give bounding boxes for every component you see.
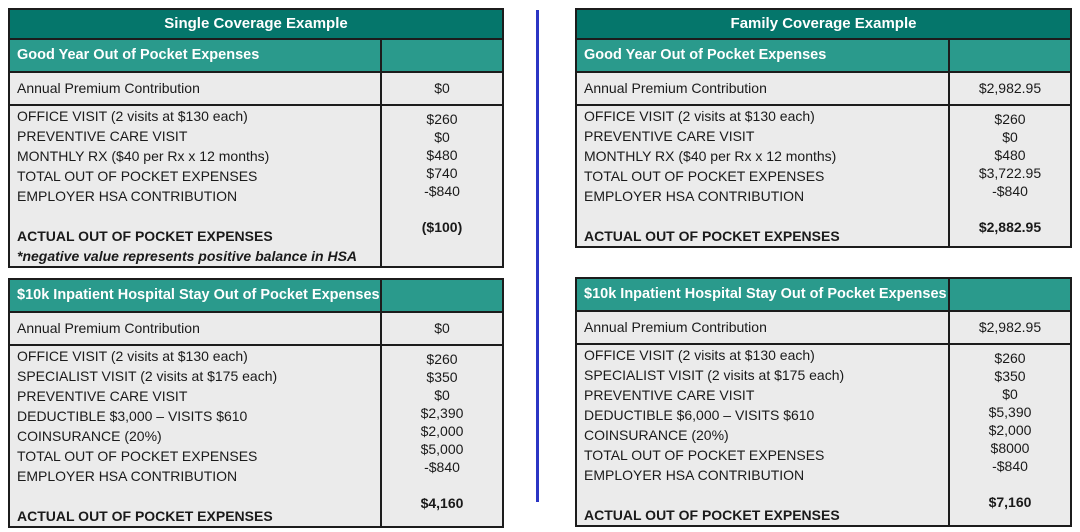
hsa-footnote: *negative value represents positive balance in HSA: [17, 248, 358, 264]
expense-value: $0: [434, 387, 450, 403]
expense-label: EMPLOYER HSA CONTRIBUTION: [584, 188, 805, 204]
actual-expenses-label: ACTUAL OUT OF POCKET EXPENSES: [584, 228, 840, 244]
expense-label: MONTHLY RX ($40 per Rx x 12 months): [17, 148, 270, 164]
expense-detail-block: [577, 345, 1070, 525]
expense-value: $5,390: [988, 404, 1032, 420]
annual-premium-row: [10, 313, 502, 346]
expense-value: $0: [1002, 129, 1018, 145]
expense-value: $350: [426, 369, 458, 385]
expense-value: $0: [434, 129, 450, 145]
hospital-section-header-row: [577, 279, 1070, 312]
expense-label: EMPLOYER HSA CONTRIBUTION: [17, 468, 238, 484]
expense-value: -$840: [992, 458, 1028, 474]
spacer-line: [950, 475, 1070, 493]
section-header-label: Good Year Out of Pocket Expenses: [10, 40, 382, 71]
vertical-divider-line: [536, 10, 539, 502]
expense-label: PREVENTIVE CARE VISIT: [17, 388, 188, 404]
actual-expenses-value: $4,160: [420, 495, 464, 511]
expense-label: SPECIALIST VISIT (2 visits at $175 each): [17, 368, 278, 384]
section-header-value-cell: [950, 40, 1070, 71]
expense-detail-block: [577, 106, 1070, 246]
spacer-line: [950, 200, 1070, 218]
single-coverage-good-year-table: [8, 8, 504, 268]
actual-expenses-label: ACTUAL OUT OF POCKET EXPENSES: [17, 508, 273, 524]
good-year-section-header-row: [577, 40, 1070, 73]
section-header-label: $10k Inpatient Hospital Stay Out of Pocket Expenses: [577, 279, 950, 310]
expense-label-list: [17, 106, 380, 206]
spacer-line: [17, 206, 380, 226]
section-header-label: $10k Inpatient Hospital Stay Out of Pocket Expenses: [10, 280, 382, 311]
single-coverage-table-title: Single Coverage Example: [10, 10, 502, 40]
expense-label: COINSURANCE (20%): [584, 427, 729, 443]
expense-value: $0: [1002, 386, 1018, 402]
expense-value: $260: [994, 350, 1026, 366]
expense-label: TOTAL OUT OF POCKET EXPENSES: [584, 168, 825, 184]
expense-value: $260: [426, 351, 458, 367]
expense-labels-column: [577, 106, 950, 246]
expense-values-column: [382, 346, 502, 526]
spacer-line: [584, 485, 948, 505]
premium-value: $0: [434, 80, 450, 96]
expense-label: TOTAL OUT OF POCKET EXPENSES: [17, 448, 258, 464]
expense-value: -$840: [424, 459, 460, 475]
expense-value: -$840: [992, 183, 1028, 199]
expense-value-list: [950, 349, 1070, 475]
premium-value: $0: [434, 320, 450, 336]
family-coverage-good-year-table: [575, 8, 1072, 248]
family-coverage-table-title: Family Coverage Example: [577, 10, 1070, 40]
spacer-line: [382, 200, 502, 218]
premium-label: Annual Premium Contribution: [10, 313, 382, 344]
actual-expenses-value: $2,882.95: [978, 219, 1042, 235]
expense-label: EMPLOYER HSA CONTRIBUTION: [584, 467, 805, 483]
expense-label: PREVENTIVE CARE VISIT: [17, 128, 188, 144]
spacer-line: [584, 206, 948, 226]
expense-value: $260: [994, 111, 1026, 127]
expense-label: EMPLOYER HSA CONTRIBUTION: [17, 188, 238, 204]
expense-label-list: [584, 106, 948, 206]
expense-value: $350: [994, 368, 1026, 384]
hospital-section-header-row: [10, 280, 502, 313]
expense-label-list: [17, 346, 380, 486]
expense-detail-block: [10, 346, 502, 526]
expense-label: SPECIALIST VISIT (2 visits at $175 each): [584, 367, 845, 383]
expense-values-column: [950, 106, 1070, 246]
expense-detail-block: [10, 106, 502, 266]
expense-values-column: [950, 345, 1070, 525]
premium-value: $2,982.95: [978, 80, 1042, 96]
expense-value-list: [382, 350, 502, 476]
expense-value: $260: [426, 111, 458, 127]
expense-label: DEDUCTIBLE $3,000 – VISITS $610: [17, 408, 248, 424]
annual-premium-row: [10, 73, 502, 106]
section-header-value-cell: [382, 280, 502, 311]
expense-label: TOTAL OUT OF POCKET EXPENSES: [17, 168, 258, 184]
expense-value: -$840: [424, 183, 460, 199]
actual-expenses-label: ACTUAL OUT OF POCKET EXPENSES: [17, 228, 273, 244]
premium-value: $2,982.95: [978, 319, 1042, 335]
expense-value-list: [382, 110, 502, 200]
expense-labels-column: [10, 106, 382, 266]
expense-value: $740: [426, 165, 458, 181]
actual-expenses-value: $7,160: [988, 494, 1032, 510]
expense-value: $5,000: [420, 441, 464, 457]
actual-expenses-label: ACTUAL OUT OF POCKET EXPENSES: [584, 507, 840, 523]
section-header-value-cell: [950, 279, 1070, 310]
expense-value: $2,390: [420, 405, 464, 421]
family-coverage-hospital-stay-table: [575, 277, 1072, 527]
expense-label: OFFICE VISIT (2 visits at $130 each): [17, 348, 248, 364]
single-coverage-hospital-stay-table: [8, 278, 504, 528]
expense-label-list: [584, 345, 948, 485]
spacer-line: [382, 476, 502, 494]
section-header-value-cell: [382, 40, 502, 71]
expense-label: PREVENTIVE CARE VISIT: [584, 128, 755, 144]
expense-labels-column: [10, 346, 382, 526]
premium-label: Annual Premium Contribution: [10, 73, 382, 104]
expense-label: TOTAL OUT OF POCKET EXPENSES: [584, 447, 825, 463]
annual-premium-row: [577, 73, 1070, 106]
expense-labels-column: [577, 345, 950, 525]
good-year-section-header-row: [10, 40, 502, 73]
expense-label: COINSURANCE (20%): [17, 428, 162, 444]
actual-expenses-value: ($100): [421, 219, 463, 235]
premium-label: Annual Premium Contribution: [577, 312, 950, 343]
premium-label: Annual Premium Contribution: [577, 73, 950, 104]
expense-label: OFFICE VISIT (2 visits at $130 each): [584, 347, 815, 363]
expense-label: OFFICE VISIT (2 visits at $130 each): [17, 108, 248, 124]
annual-premium-row: [577, 312, 1070, 345]
spacer-line: [17, 486, 380, 506]
expense-value: $480: [426, 147, 458, 163]
expense-value: $480: [994, 147, 1026, 163]
expense-value: $3,722.95: [978, 165, 1042, 181]
expense-value: $2,000: [988, 422, 1032, 438]
expense-value: $2,000: [420, 423, 464, 439]
expense-label: MONTHLY RX ($40 per Rx x 12 months): [584, 148, 837, 164]
expense-value: $8000: [990, 440, 1030, 456]
expense-value-list: [950, 110, 1070, 200]
section-header-label: Good Year Out of Pocket Expenses: [577, 40, 950, 71]
expense-label: DEDUCTIBLE $6,000 – VISITS $610: [584, 407, 815, 423]
expense-values-column: [382, 106, 502, 266]
expense-label: PREVENTIVE CARE VISIT: [584, 387, 755, 403]
expense-label: OFFICE VISIT (2 visits at $130 each): [584, 108, 815, 124]
